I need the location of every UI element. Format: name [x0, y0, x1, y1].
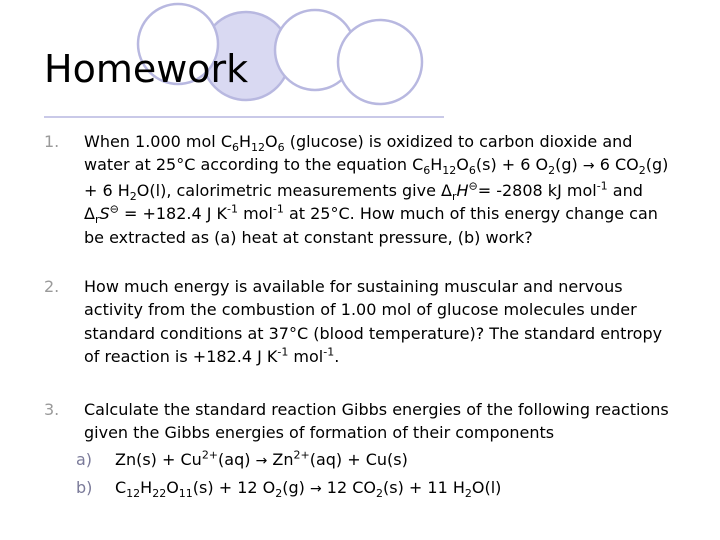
- arrow-icon: →: [582, 158, 595, 175]
- circle-4: [338, 20, 422, 104]
- item-text: How much energy is available for sustaining muscular and nervous activity from the combustion of 1.00 mol of glucose molecules under standard conditions at 37°C (blood temperature)? The standard entropy of reaction is +182.4 J $K^{-1}$ mol$^{-1}$.: [84, 277, 663, 367]
- item-number: 2.: [44, 277, 60, 296]
- item-number: 1.: [44, 132, 60, 151]
- arrow-icon: →: [309, 481, 322, 497]
- arrow-icon: →: [255, 453, 268, 469]
- slide-title: Homework: [44, 47, 249, 91]
- item-text: Calculate the standard reaction Gibbs energies of the following reactions given the Gibbs energies of formation of their components: [84, 400, 669, 443]
- subitem-letter: b): [76, 478, 93, 497]
- subitem-text: $C_{12}H_{22}O_{11}(s) + 12$ $O_2(g) \to 12$ $CO_2(s) + 11$ $H_2O(l)$: [115, 478, 502, 501]
- title-divider: [44, 116, 444, 118]
- item-number: 3.: [44, 400, 60, 419]
- item-text: When 1.000 mol $C_6H_{12}O_6$ (glucose) is oxidized to carbon dioxide and water at 25°C according to the equation $C_6H_{12}O_6(s) + 6$ $O_2(g) \to 6$ $CO_2(g) + 6$ $H_2O(l)$, calorimetric measurements give $\Delta_rH^⊖= -2808$ kJ mol$^{-1}$ and $\Delta_rS^⊖ = +182.4$ J $K^{-1}$ mol$^{-1}$ at 25°C. How much of this energy change can be extracted as (a) heat at constant pressure, (b) work?: [84, 132, 669, 247]
- subitem-letter: a): [76, 450, 93, 469]
- subitem-text: $Zn(s) + Cu^{2+}(aq) \to Zn^{2+}(aq) + Cu(s)$: [115, 448, 408, 469]
